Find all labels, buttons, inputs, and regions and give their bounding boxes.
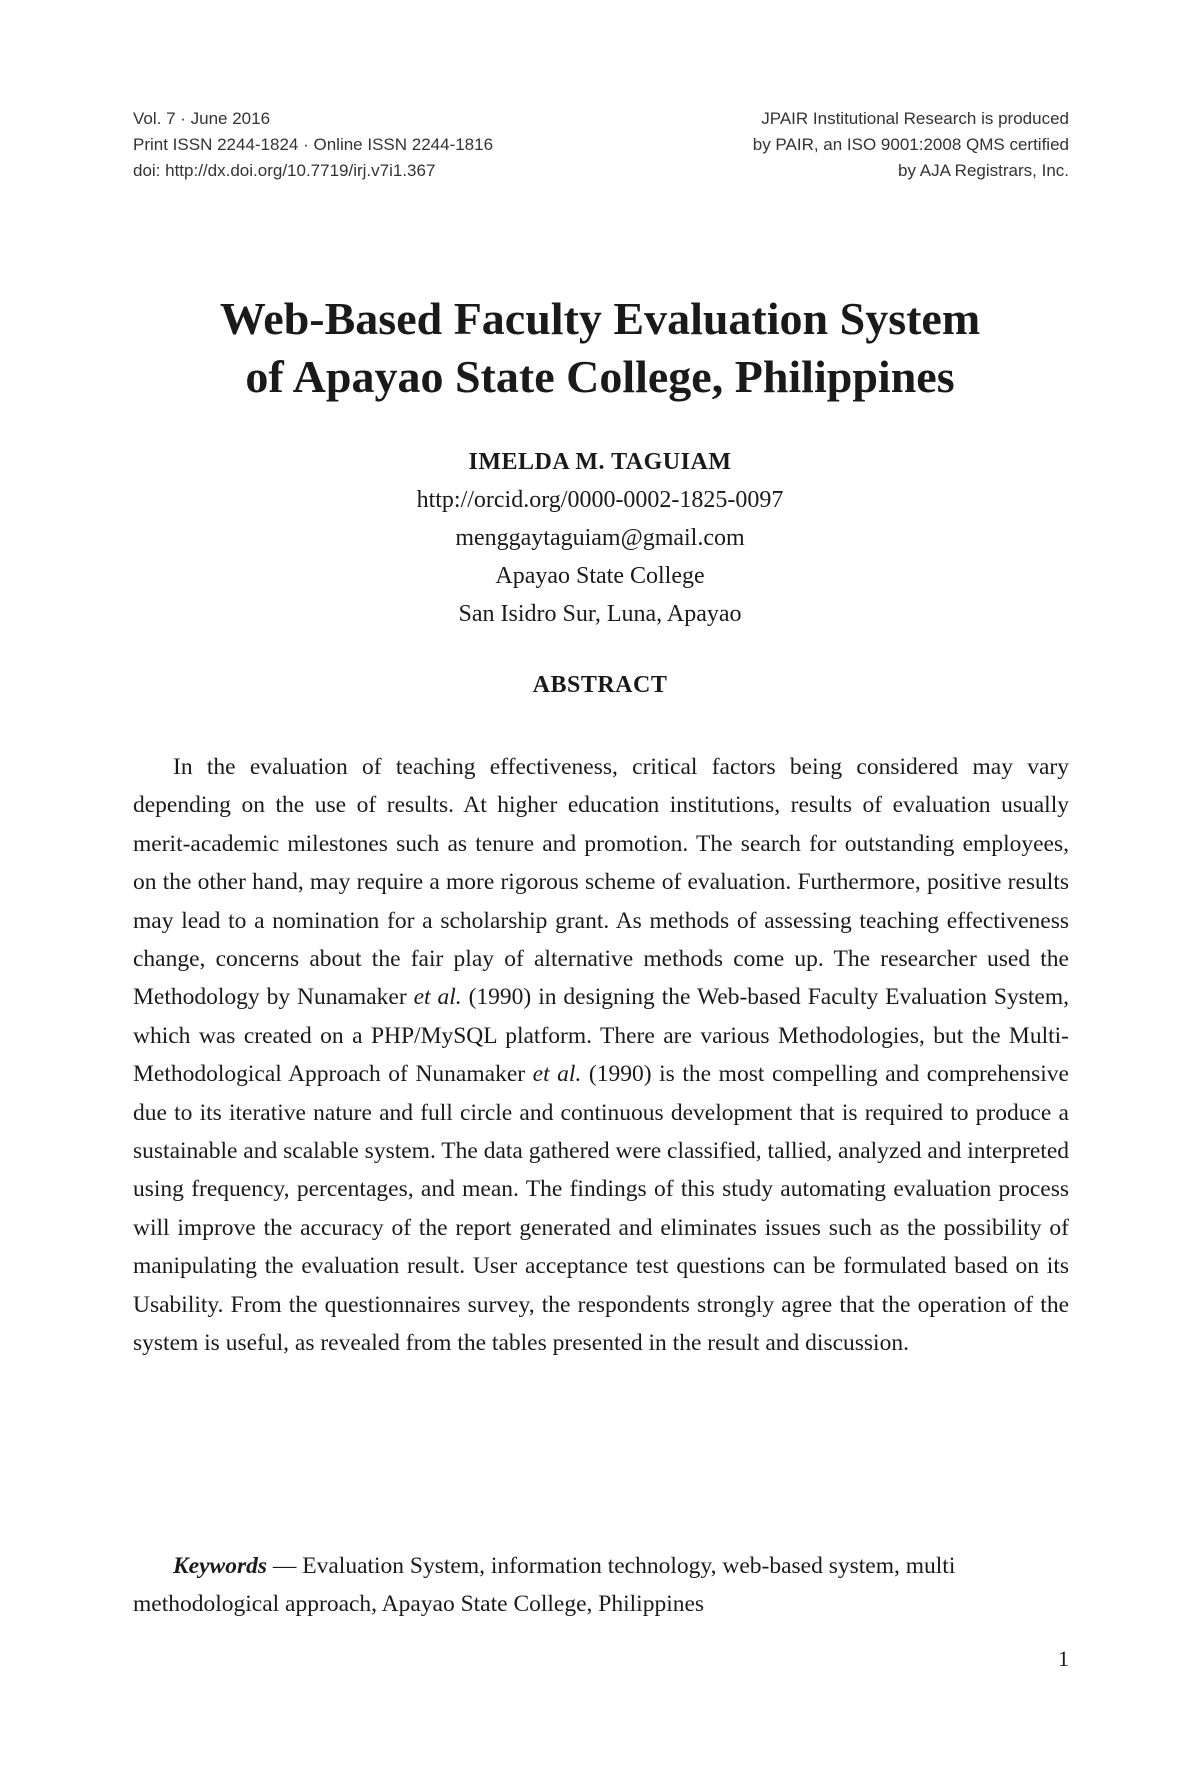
abstract-part-1: In the evaluation of teaching effectiveness, critical factors being considered may vary depending on the use of results. At higher education institutions, results of evaluation usually merit-academic milestones such as tenure and promotion. The search for outstanding employees, on the other hand, may require a more rigorous scheme of evaluation. Furthermore, positive results may lead to a nomination for a scholarship grant. As methods of assessing teaching effectiveness change, concerns about the fair play of alternative methods come up. The researcher used the Methodology by Nunamaker: [133, 754, 1069, 1011]
volume-date: Vol. 7 · June 2016: [133, 109, 271, 128]
author-address: San Isidro Sur, Luna, Apayao: [458, 601, 742, 627]
paper-title: [0, 290, 1200, 406]
abstract-etal-1: et al.: [413, 984, 462, 1011]
abstract-part-3: (1990) is the most compelling and comprehensive due to its iterative nature and full circle and continuous development that is required to produce a sustainable and scalable system. The data gathered were classified, tallied, analyzed and interpreted using frequency, percentages, and mean. The findings of this study automating evaluation process will improve the accuracy of the report generated and eliminates issues such as the possibility of manipulating the evaluation result. User acceptance test questions can be formulated based on its Usability. From the questionnaires survey, the respondents strongly agree that the operation of the system is useful, as revealed from the tables presented in the result and discussion.: [133, 1061, 1069, 1357]
author-block: [0, 443, 1200, 633]
abstract-etal-2: et al.: [532, 1061, 582, 1088]
author-orcid[interactable]: http://orcid.org/0000-0002-1825-0097: [416, 487, 784, 513]
page-number: 1: [1058, 1646, 1069, 1671]
abstract-part-2: (1990) in designing the Web-based Faculty Evaluation System, which was created on a PHP/MySQL platform. There are various Methodologies, but the Multi-Methodological Approach of Nunamaker: [133, 984, 1069, 1088]
publisher-line-3: by AJA Registrars, Inc.: [897, 161, 1069, 180]
issn-line: Print ISSN 2244-1824 · Online ISSN 2244-1816: [133, 135, 494, 154]
author-institution: Apayao State College: [495, 563, 705, 589]
keywords: [133, 1547, 1069, 1623]
publisher-info: [549, 106, 1069, 184]
title-line-1: Web-Based Faculty Evaluation System: [219, 293, 981, 344]
title-line-2: of Apayao State College, Philippines: [245, 351, 955, 402]
keywords-text: — Evaluation System, information technology, web-based system, multi methodological approach, Apayao State College, Philippines: [133, 1553, 956, 1617]
author-email[interactable]: menggaytaguiam@gmail.com: [455, 525, 745, 551]
keywords-label: Keywords: [173, 1553, 267, 1579]
author-name: IMELDA M. TAGUIAM: [468, 449, 732, 475]
doi-line: doi: http://dx.doi.org/10.7719/irj.v7i1.367: [133, 161, 436, 180]
abstract-heading: ABSTRACT: [532, 672, 668, 698]
publisher-line-2: by PAIR, an ISO 9001:2008 QMS certified: [752, 135, 1069, 154]
abstract-body: [133, 748, 1069, 1363]
publisher-line-1: JPAIR Institutional Research is produced: [761, 109, 1069, 128]
